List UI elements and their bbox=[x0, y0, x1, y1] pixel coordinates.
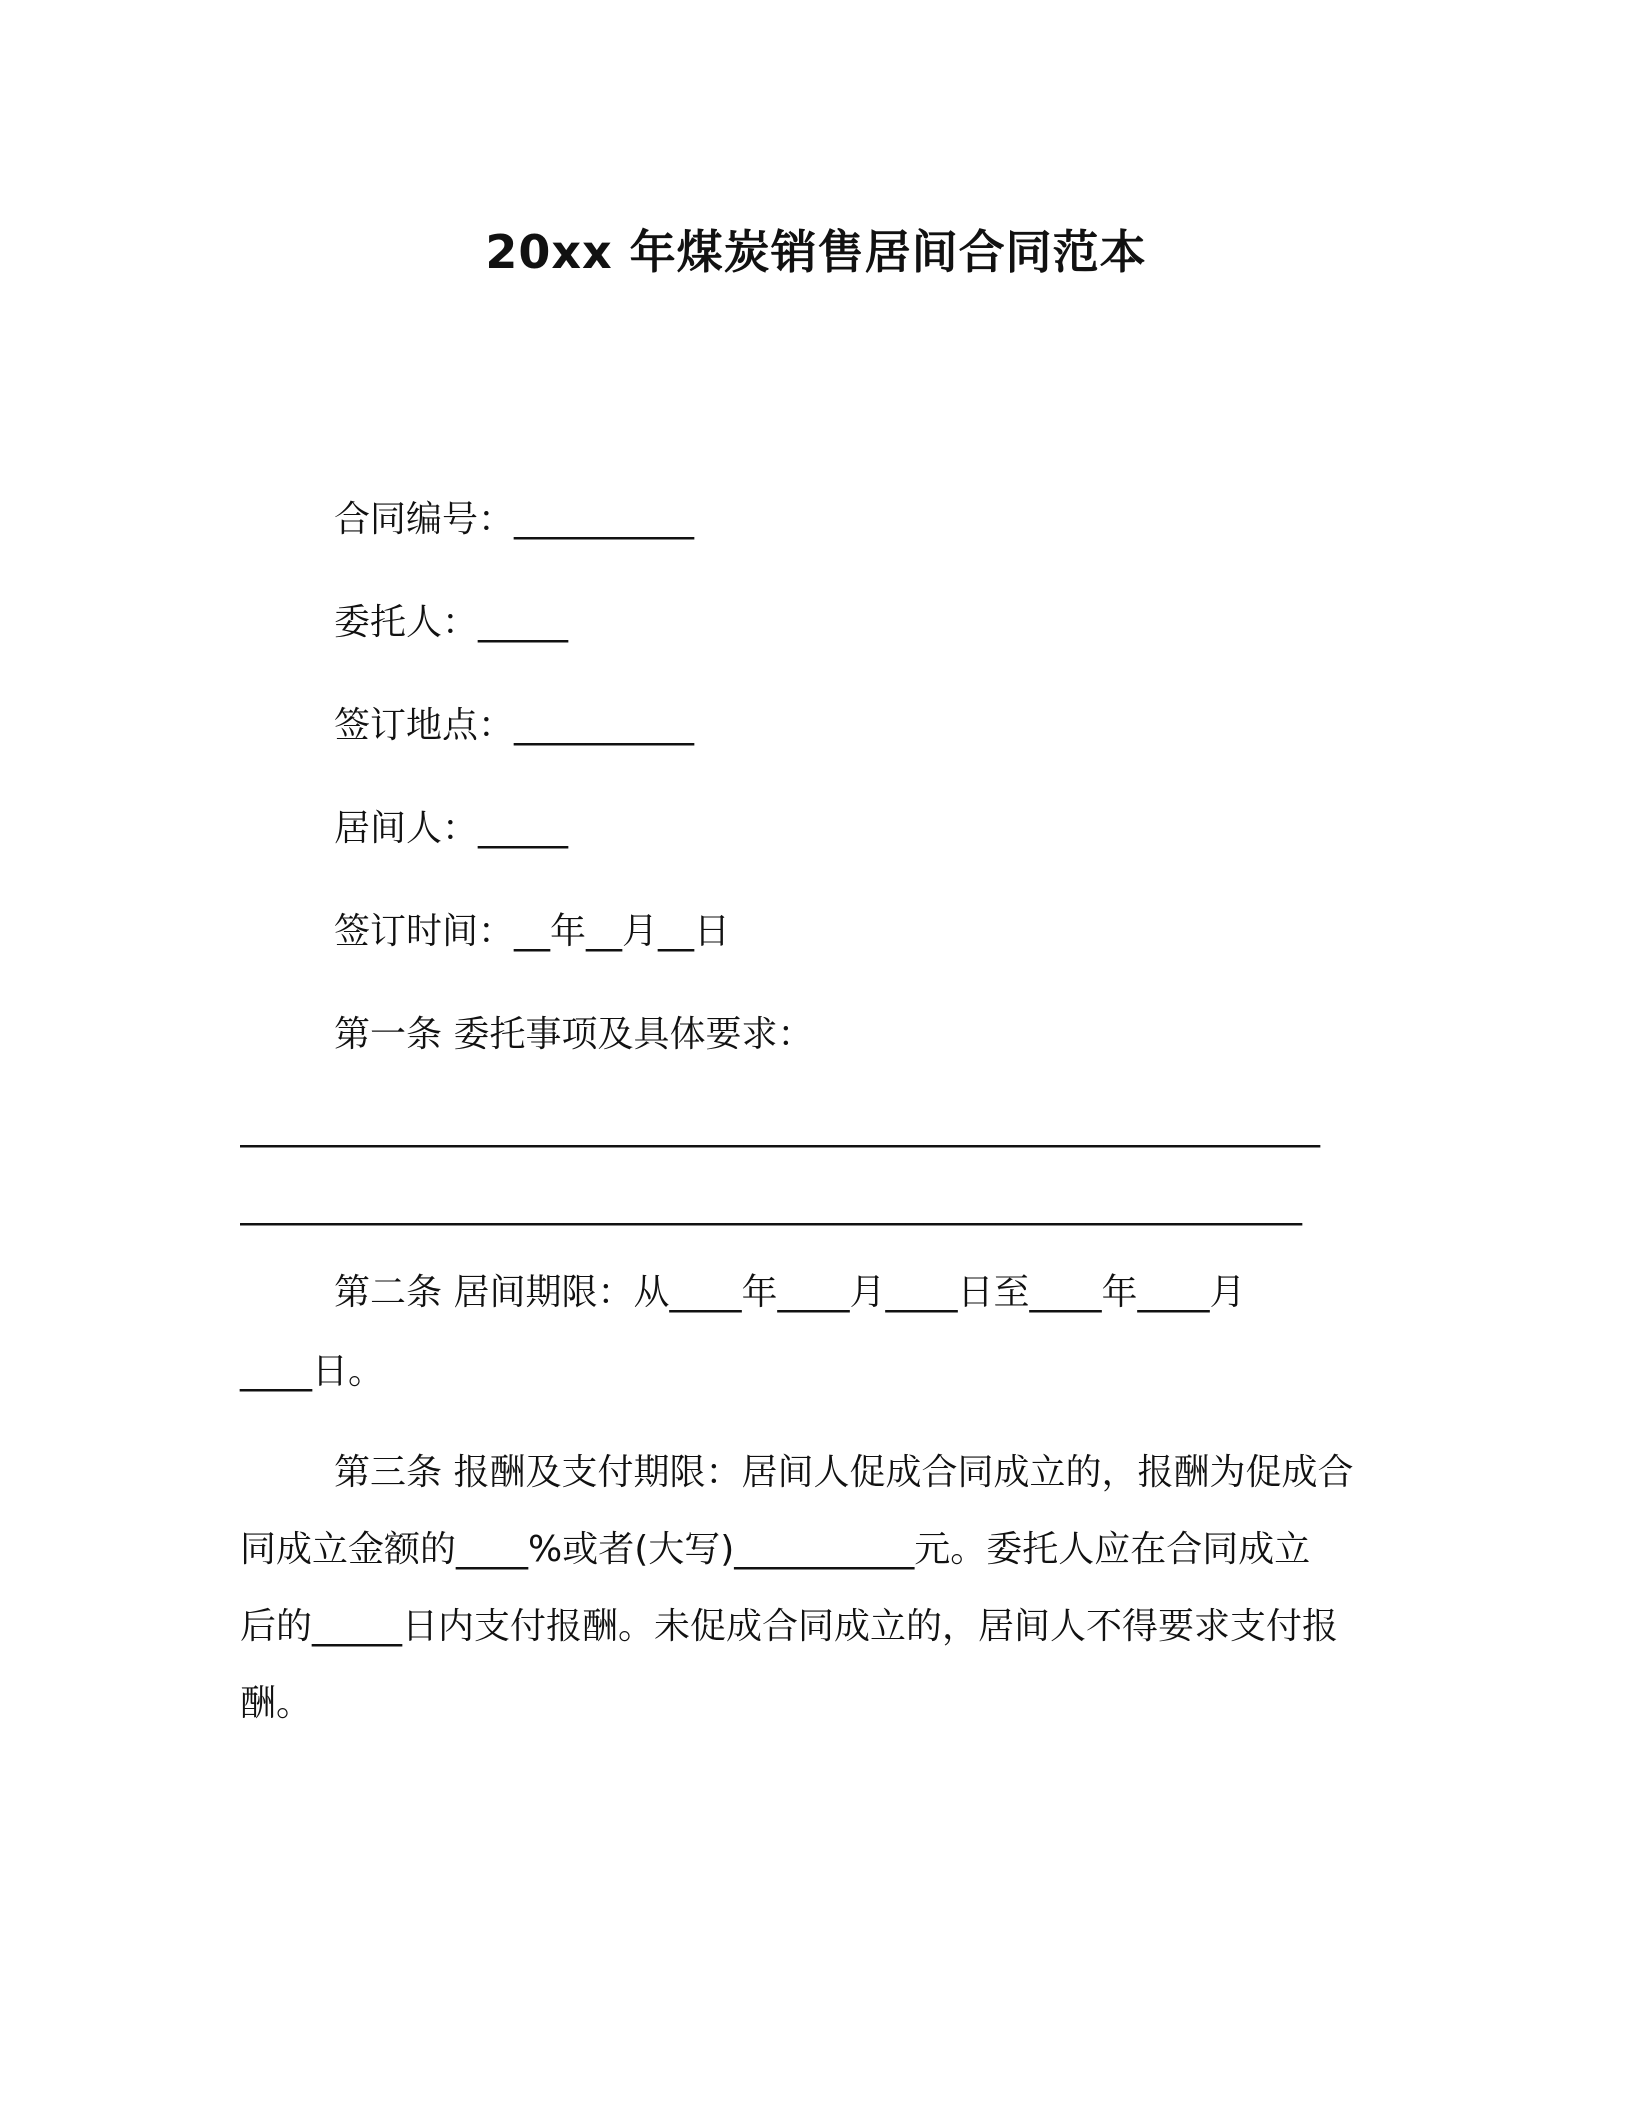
article-3-line: 同成立金额的____%或者(大写)__________元。委托人应在合同成立 bbox=[240, 1529, 1311, 1570]
contract-number-field: 合同编号：__________ bbox=[334, 499, 695, 540]
article-3-line: 后的_____日内支付报酬。未促成合同成立的，居间人不得要求支付报 bbox=[240, 1606, 1339, 1647]
sign-time-field: 签订时间：__年__月__日 bbox=[334, 911, 731, 952]
article-3-line: 酬。 bbox=[240, 1683, 313, 1724]
article-3-line: 第三条 报酬及支付期限：居间人促成合同成立的，报酬为促成合 bbox=[334, 1452, 1354, 1493]
sign-place-field: 签订地点：__________ bbox=[334, 705, 695, 746]
article-2-line: 第二条 居间期限：从____年____月____日至____年____月 bbox=[334, 1272, 1246, 1313]
principal-field: 委托人：_____ bbox=[334, 602, 569, 643]
article-1-blank-line: ___________________________________________________________ bbox=[240, 1185, 1302, 1226]
article-2-line: ____日。 bbox=[240, 1351, 385, 1392]
article-1-blank-line: ____________________________________________________________ bbox=[240, 1107, 1320, 1148]
document-title: 20xx 年煤炭销售居间合同范本 bbox=[485, 225, 1147, 279]
article-1-heading: 第一条 委托事项及具体要求： bbox=[334, 1014, 814, 1055]
intermediary-field: 居间人：_____ bbox=[334, 808, 569, 849]
